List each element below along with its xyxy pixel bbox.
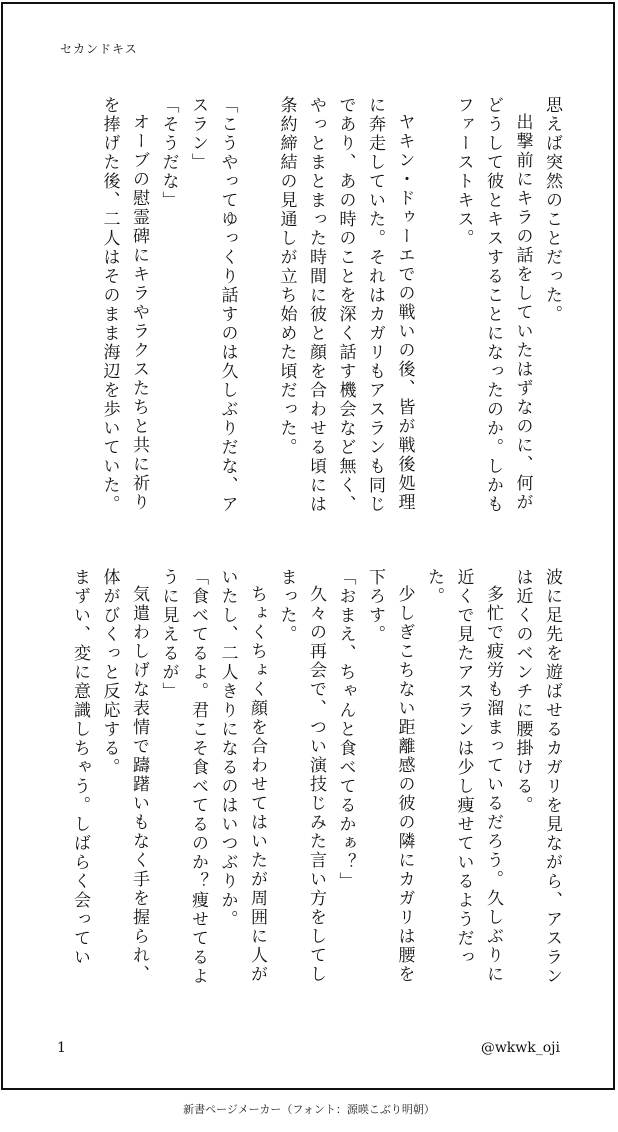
paragraph: まずい、変に意識しちゃう。しばらく会ってい [70, 568, 90, 967]
page-number: 1 [57, 1040, 66, 1056]
dialogue-line: 「おまえ、ちゃんと食べてるかぁ？」 [335, 568, 356, 891]
dialogue-line: 「そうだな」 [158, 96, 179, 210]
dialogue-line: 「食べてるよ。君こそ食べてるのか？痩せてるように見えるが」 [158, 568, 208, 986]
paragraph: 波に足先を遊ばせるカガリを見ながら、アスランは近くのベンチに腰掛ける。 [512, 568, 562, 986]
lower-text-block [53, 568, 566, 988]
paragraph: オーブの慰霊碑にキラやラクスたちと共に祈りを捧げた後、二人はそのまま海辺を歩いていた。 [99, 96, 149, 514]
paragraph: 思えば突然のことだった。 [542, 96, 562, 324]
paragraph: 気遣わしげな表情で躊躇いもなく手を握られ、体がびくっと反応する。 [99, 568, 149, 984]
author-handle: @wkwk_oji [480, 1040, 560, 1056]
book-title: セカンドキス [60, 42, 138, 56]
paragraph: 出撃前にキラの話をしていたはずなのに、何がどうして彼とキスすることになったのか。しかもファーストキス。 [453, 96, 533, 514]
paragraph: 多忙で疲労も溜まっているだろう。久しぶりに近くで見たアスランは少し痩せているようだった。 [424, 568, 503, 984]
paragraph: 久々の再会で、つい演技じみた言い方をしてしまった。 [276, 568, 326, 984]
paragraph: 少しぎこちない距離感の彼の隣にカガリは腰を下ろす。 [365, 568, 415, 984]
paragraph: ちょくちょく顔を合わせてはいたが周囲に人がいたし、二人きりになるのはいつぶりか。 [217, 568, 267, 984]
book-page [1, 2, 615, 1090]
paragraph: ヤキン・ドゥーエでの戦いの後、皆が戦後処理に奔走していた。それはカガリもアスランも同じであり、あの時のことを深く話す機会など無く、やっとまとまった時間に彼と顔を合わせる頃には条約締結の見通しが立ち始めた頃だった。 [276, 96, 415, 514]
dialogue-line: 「こうやってゆっくり話すのは久しぶりだな、アスラン」 [188, 96, 238, 514]
generator-credit: 新書ページメーカー（フォント：源暎こぶり明朝） [183, 1103, 435, 1116]
upper-text-block [53, 96, 566, 516]
